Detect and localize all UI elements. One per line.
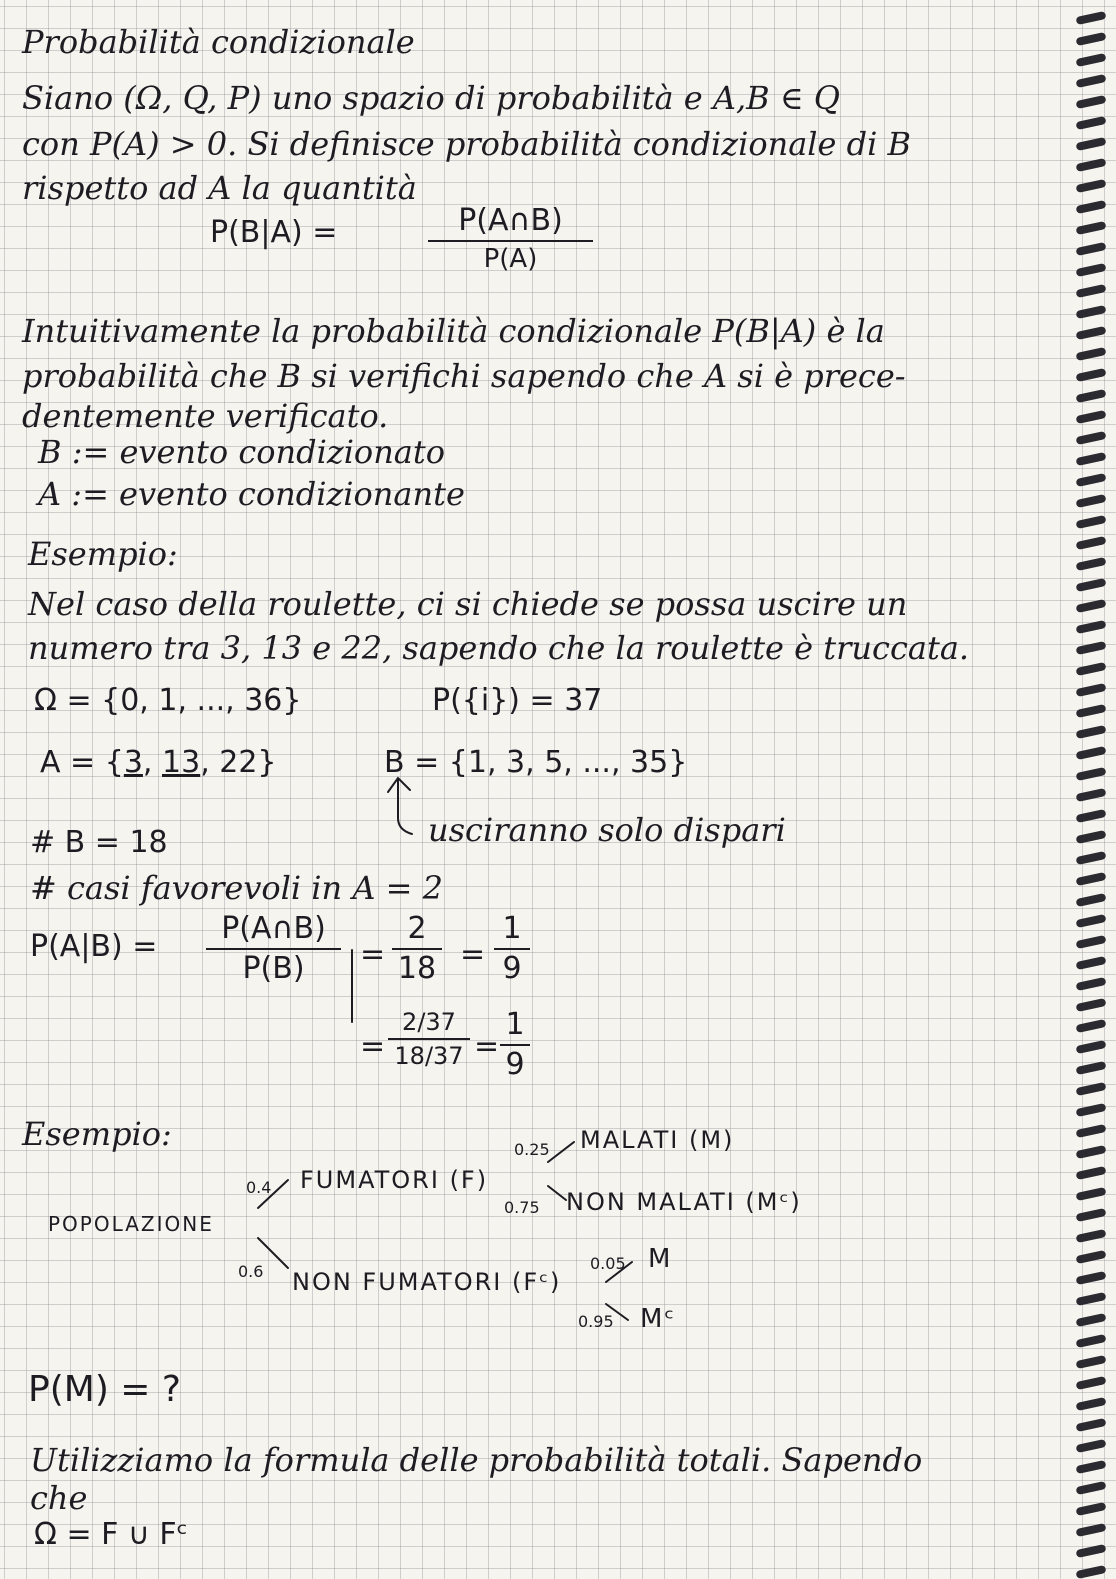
binding-ring — [1075, 1565, 1106, 1579]
tree-node-not-sick-nonsmoker: Mᶜ — [640, 1304, 677, 1334]
intro-line-2: con P(A) > 0. Si definisce probabilità condizionale di B — [22, 125, 912, 163]
binding-ring — [1075, 473, 1106, 487]
equals-sign: = — [474, 1029, 500, 1064]
intro-line-1: Siano (Ω, Q, P) uno spazio di probabilità e A,B ∈ Q — [22, 79, 840, 117]
intuition-line-2: probabilità che B si verifichi sapendo che A si è prece- — [22, 357, 906, 395]
binding-ring — [1075, 1397, 1106, 1411]
example-1-line-2: numero tra 3, 13 e 22, sapendo che la roulette è truccata. — [28, 629, 970, 667]
binding-ring — [1075, 221, 1106, 235]
closing-line-1: Utilizziamo la formula delle probabilità totali. Sapendo — [30, 1441, 923, 1479]
question: P(M) = ? — [28, 1369, 182, 1410]
binding-ring — [1075, 1292, 1106, 1306]
prob-not-sick-given-smoker: 0.75 — [504, 1198, 540, 1217]
equals-sign: = — [360, 937, 386, 972]
arrow-note: usciranno solo dispari — [428, 811, 786, 849]
binding-ring — [1075, 851, 1106, 865]
binding-ring — [1075, 935, 1106, 949]
binding-ring — [1075, 179, 1106, 193]
set-b: B = {1, 3, 5, ..., 35} — [384, 745, 688, 780]
binding-ring — [1075, 830, 1106, 844]
count-b: # B = 18 — [30, 825, 168, 860]
page-title: Probabilità condizionale — [22, 23, 415, 61]
binding-ring — [1075, 95, 1106, 109]
example-1-line-1: Nel caso della roulette, ci si chiede se possa uscire un — [28, 585, 908, 623]
binding-ring — [1075, 158, 1106, 172]
binding-ring — [1075, 1313, 1106, 1327]
binding-ring — [1075, 1271, 1106, 1285]
binding-ring — [1075, 914, 1106, 928]
definition-a: A := evento condizionante — [38, 475, 465, 513]
binding-ring — [1075, 1019, 1106, 1033]
definition-lhs: P(B|A) = — [210, 215, 338, 250]
tree-node-not-sick: NON MALATI (Mᶜ) — [566, 1188, 802, 1216]
ratio-1-denominator: 18 — [397, 951, 437, 986]
binding-ring — [1075, 1418, 1106, 1432]
prob-smokers: 0.4 — [246, 1178, 272, 1197]
binding-ring — [1075, 137, 1106, 151]
favorable-cases: # casi favorevoli in A = 2 — [30, 869, 443, 907]
binding-ring — [1075, 1334, 1106, 1348]
binding-ring — [1075, 1502, 1106, 1516]
set-a-element-3: 3 — [123, 745, 143, 780]
binding-ring — [1075, 809, 1106, 823]
binding-ring — [1075, 1523, 1106, 1537]
binding-ring — [1075, 1355, 1106, 1369]
binding-ring — [1075, 263, 1106, 277]
binding-ring — [1075, 746, 1106, 760]
binding-ring — [1075, 389, 1106, 403]
binding-ring — [1075, 452, 1106, 466]
binding-ring — [1075, 557, 1106, 571]
prob-nonsmokers: 0.6 — [238, 1262, 264, 1281]
binding-ring — [1075, 305, 1106, 319]
conditional-denominator: P(B) — [242, 951, 305, 986]
tree-node-smokers: FUMATORI (F) — [300, 1166, 489, 1194]
binding-ring — [1075, 641, 1106, 655]
conditional-numerator: P(A∩B) — [221, 911, 326, 946]
set-a-rest: , 22} — [200, 745, 277, 780]
binding-ring — [1075, 368, 1106, 382]
binding-ring — [1075, 32, 1106, 46]
result-1-numerator: 1 — [502, 911, 522, 946]
binding-ring — [1075, 1439, 1106, 1453]
result-2-numerator: 1 — [505, 1007, 525, 1042]
binding-ring — [1075, 683, 1106, 697]
tree-branch-smokers — [258, 1180, 288, 1208]
definition-b: B := evento condizionato — [38, 433, 445, 471]
binding-ring — [1075, 1229, 1106, 1243]
binding-ring — [1075, 725, 1106, 739]
binding-ring — [1075, 494, 1106, 508]
closing-line-2: che — [30, 1479, 88, 1517]
binding-ring — [1075, 53, 1106, 67]
conditional-lhs: P(A|B) = — [30, 929, 158, 964]
definition-denominator: P(A) — [483, 244, 538, 274]
binding-ring — [1075, 872, 1106, 886]
binding-ring — [1075, 1460, 1106, 1474]
single-outcome-probability: P({i}) = 37 — [432, 683, 603, 718]
binding-ring — [1075, 410, 1106, 424]
binding-ring — [1075, 242, 1106, 256]
tree-root-population: POPOLAZIONE — [48, 1212, 214, 1236]
example-2-heading: Esempio: — [22, 1115, 172, 1153]
binding-ring — [1075, 1145, 1106, 1159]
binding-ring — [1075, 578, 1106, 592]
binding-ring — [1075, 620, 1106, 634]
ratio-1-numerator: 2 — [407, 911, 427, 946]
spiral-binding — [1058, 0, 1116, 1579]
intuition-line-3: dentemente verificato. — [22, 397, 389, 435]
binding-ring — [1075, 767, 1106, 781]
binding-ring — [1075, 536, 1106, 550]
binding-ring — [1075, 515, 1106, 529]
ratio-2-denominator: 18/37 — [394, 1042, 464, 1070]
binding-ring — [1075, 200, 1106, 214]
binding-ring — [1075, 431, 1106, 445]
intro-line-3: rispetto ad A la quantità — [22, 169, 417, 207]
binding-ring — [1075, 1187, 1106, 1201]
binding-ring — [1075, 1250, 1106, 1264]
set-a-prefix: A = { — [40, 745, 124, 780]
binding-ring — [1075, 788, 1106, 802]
binding-ring — [1075, 956, 1106, 970]
equals-sign: = — [460, 937, 486, 972]
binding-ring — [1075, 893, 1106, 907]
tree-branch-nonsmokers — [258, 1238, 288, 1268]
binding-ring — [1075, 1208, 1106, 1222]
binding-ring — [1075, 347, 1106, 361]
prob-sick-given-nonsmoker: 0.05 — [590, 1254, 626, 1273]
binding-ring — [1075, 998, 1106, 1012]
result-1-denominator: 9 — [502, 951, 522, 986]
definition-numerator: P(A∩B) — [458, 203, 563, 238]
binding-ring — [1075, 977, 1106, 991]
tree-branch-sick-nonsmoker — [606, 1262, 632, 1282]
tree-branch-not-sick-nonsmoker — [606, 1304, 628, 1320]
binding-ring — [1075, 326, 1106, 340]
binding-ring — [1075, 284, 1106, 298]
tree-branch-sick — [548, 1142, 574, 1162]
tree-branch-not-sick — [548, 1186, 566, 1200]
binding-ring — [1075, 11, 1106, 25]
binding-ring — [1075, 662, 1106, 676]
sample-space: Ω = {0, 1, ..., 36} — [34, 683, 302, 718]
binding-ring — [1075, 1061, 1106, 1075]
prob-sick-given-smoker: 0.25 — [514, 1140, 550, 1159]
set-a-separator: , — [142, 745, 162, 780]
intuition-line-1: Intuitivamente la probabilità condizionale P(B|A) è la — [22, 312, 885, 350]
example-1-heading: Esempio: — [28, 535, 178, 573]
binding-ring — [1075, 1544, 1106, 1558]
tree-node-nonsmokers: NON FUMATORI (Fᶜ) — [292, 1268, 562, 1296]
equals-sign: = — [360, 1029, 386, 1064]
binding-ring — [1075, 1376, 1106, 1390]
binding-ring — [1075, 74, 1106, 88]
binding-ring — [1075, 704, 1106, 718]
binding-ring — [1075, 1082, 1106, 1096]
binding-ring — [1075, 1103, 1106, 1117]
arrow-stem — [398, 780, 412, 834]
binding-ring — [1075, 1166, 1106, 1180]
tree-node-sick-nonsmoker: M — [648, 1244, 673, 1274]
ratio-2-numerator: 2/37 — [402, 1008, 456, 1036]
binding-ring — [1075, 116, 1106, 130]
tree-node-sick: MALATI (M) — [580, 1126, 735, 1154]
binding-ring — [1075, 1124, 1106, 1138]
omega-union: Ω = F ∪ Fᶜ — [34, 1517, 188, 1552]
binding-ring — [1075, 599, 1106, 613]
prob-not-sick-given-nonsmoker: 0.95 — [578, 1312, 614, 1331]
set-a-element-13: 13 — [162, 745, 201, 780]
result-2-denominator: 9 — [505, 1047, 525, 1082]
binding-ring — [1075, 1481, 1106, 1495]
binding-ring — [1075, 1040, 1106, 1054]
